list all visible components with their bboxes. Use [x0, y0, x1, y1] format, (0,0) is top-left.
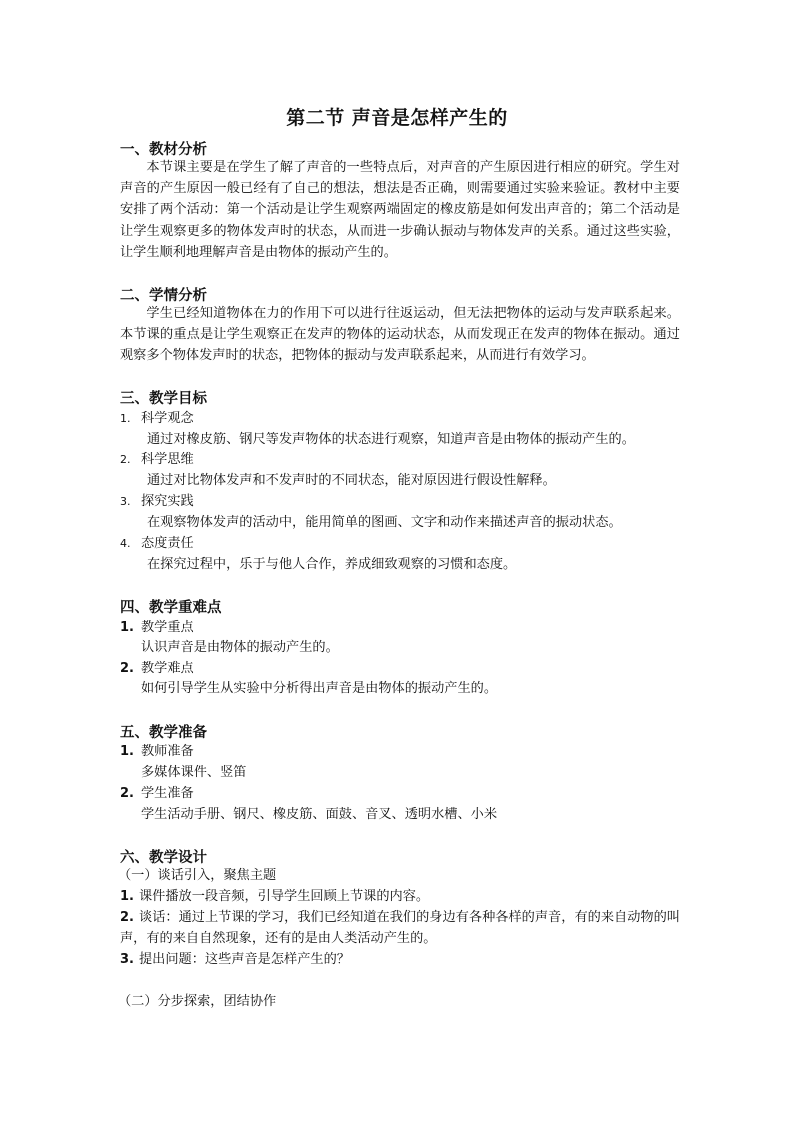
heading-learner-analysis: 二、学情分析 [120, 288, 207, 304]
step-text: 谈话：通过上节课的学习，我们已经知道在我们的身边有各种各样的声音，有的来自动物的叫声，有的来自自然现象，还有的是由人类活动产生的。 [120, 910, 680, 946]
heading-teaching-design: 六、教学设计 [120, 850, 207, 866]
goal-number: 2. [120, 453, 131, 466]
subsection-explore: （二）分步探索，团结协作 [118, 994, 277, 1009]
prep-label: 教师准备 [141, 744, 194, 759]
keypoint-text: 认识声音是由物体的振动产生的。 [141, 640, 339, 655]
keypoint-number: 1. [120, 620, 134, 635]
page-title: 第二节 声音是怎样产生的 [286, 107, 508, 129]
keypoint-text: 如何引导学生从实验中分析得出声音是由物体的振动产生的。 [141, 681, 498, 696]
paragraph-learner-analysis: 学生已经知道物体在力的作用下可以进行往返运动，但无法把物体的运动与发声联系起来。本节课的重点是让学生观察正在发声的物体的运动状态，从而发现正在发声的物体在振动。通过观察多个物体发声时的状态，把物体的振动与发声联系起来，从而进行有效学习。 [120, 306, 680, 364]
goal-label: 态度责任 [141, 536, 194, 551]
goal-label: 科学思维 [141, 452, 194, 467]
step-number: 2. [120, 910, 134, 925]
paragraph-textbook-analysis: 本节课主要是在学生了解了声音的一些特点后，对声音的产生原因进行相应的研究。学生对声音的产生原因一般已经有了自己的想法，想法是否正确，则需要通过实验来验证。教材中主要安排了两个活动：第一个活动是让学生观察两端固定的橡皮筋是如何发出声音的；第二个活动是让学生观察更多的物体发声时的状态，从而进一步确认振动与物体发声的关系。通过这些实验，让学生顺利地理解声音是由物体的振动产生的。 [120, 160, 680, 260]
goal-label: 探究实践 [141, 494, 194, 509]
subsection-intro: （一）谈话引入，聚焦主题 [118, 868, 277, 883]
heading-teaching-goals: 三、教学目标 [120, 391, 207, 407]
keypoint-label: 教学难点 [141, 661, 194, 676]
step-number: 1. [120, 889, 134, 904]
prep-number: 2. [120, 786, 134, 801]
prep-number: 1. [120, 744, 134, 759]
step-number: 3. [120, 952, 134, 967]
goal-text: 通过对比物体发声和不发声时的不同状态，能对原因进行假设性解释。 [147, 473, 556, 488]
prep-text: 多媒体课件、竖笛 [141, 765, 247, 780]
keypoint-number: 2. [120, 661, 134, 676]
prep-text: 学生活动手册、钢尺、橡皮筋、面鼓、音叉、透明水槽、小米 [141, 807, 498, 822]
heading-key-points: 四、教学重难点 [120, 600, 222, 616]
goal-text: 在观察物体发声的活动中，能用简单的图画、文字和动作来描述声音的振动状态。 [147, 515, 622, 530]
keypoint-label: 教学重点 [141, 620, 194, 635]
step-text: 课件播放一段音频，引导学生回顾上节课的内容。 [139, 889, 430, 904]
goal-text: 通过对橡皮筋、钢尺等发声物体的状态进行观察，知道声音是由物体的振动产生的。 [147, 432, 635, 447]
goal-number: 4. [120, 537, 131, 550]
heading-preparation: 五、教学准备 [120, 725, 207, 741]
prep-label: 学生准备 [141, 786, 194, 801]
goal-label: 科学观念 [141, 411, 194, 426]
goal-number: 3. [120, 495, 131, 508]
goal-text: 在探究过程中，乐于与他人合作，养成细致观察的习惯和态度。 [147, 557, 517, 572]
step-text: 提出问题：这些声音是怎样产生的？ [139, 952, 350, 967]
heading-textbook-analysis: 一、教材分析 [120, 142, 207, 158]
goal-number: 1. [120, 412, 131, 425]
